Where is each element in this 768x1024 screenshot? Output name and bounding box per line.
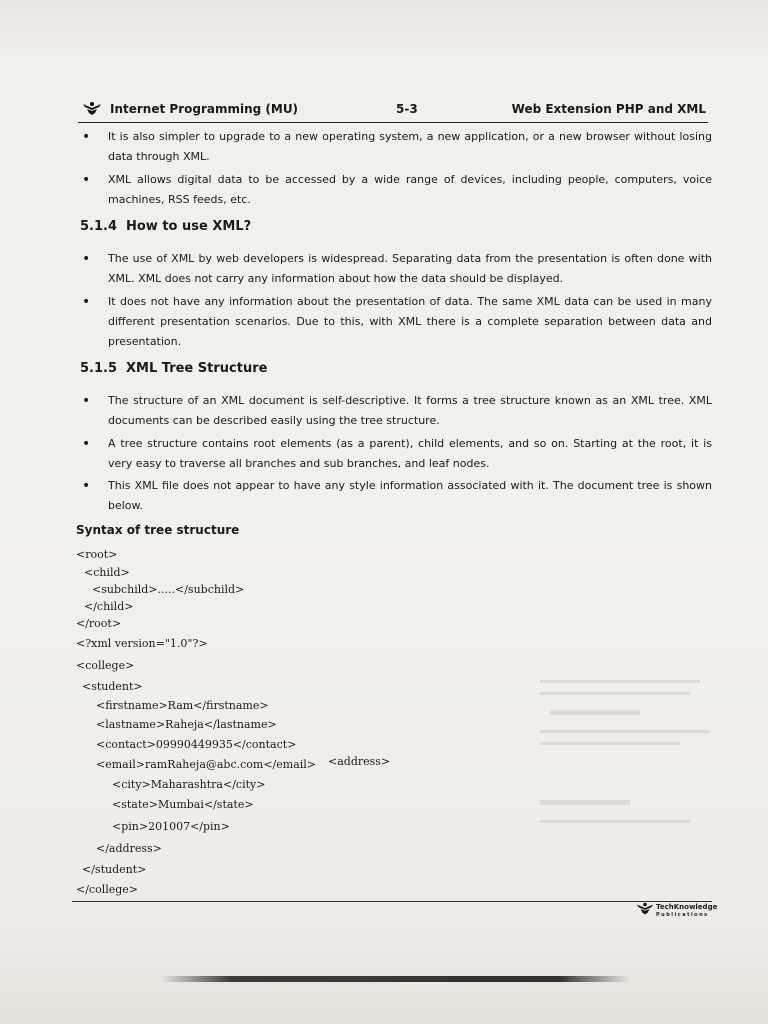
code-line: <firstname>Ram</firstname> — [96, 699, 269, 712]
footer-rule — [72, 901, 712, 902]
code-line: </student> — [82, 863, 147, 876]
bullet-dot-icon: • — [82, 393, 91, 409]
code-line: <child> — [84, 566, 130, 579]
code-line: <subchild>.....</subchild> — [92, 583, 245, 596]
running-header — [78, 100, 708, 123]
bullet-dot-icon: • — [82, 478, 91, 494]
publisher-logo-icon — [82, 101, 102, 117]
page-number: 5-3 — [396, 102, 418, 116]
code-line: <lastname>Raheja</lastname> — [96, 718, 277, 731]
publisher-name: TechKnowledge Publications — [656, 903, 718, 918]
code-line: <student> — [82, 680, 143, 693]
code-line: <contact>09990449935</contact> — [96, 738, 297, 751]
publisher-logo-icon — [636, 901, 654, 917]
bullet-dot-icon: • — [82, 294, 91, 310]
chapter-title: Web Extension PHP and XML — [511, 102, 706, 116]
code-line: <pin>201007</pin> — [112, 820, 230, 833]
document-page: Internet Programming (MU) 5-3 Web Extension PHP and XML • It is also simpler to upgrade to a new operating system, a new application, or a new browser without losing data through XML. • XML allows digital data to be accessed by a wide range of devices, including people, computers, voice machines, RSS feeds, etc. 5.1.4 How to use XML? • The use of XML by web developers is widespread. Separating data from the presentation is often done with XML. XML does not carry any information about how the data should be displayed. • It does not have any information about the presentation of data. The same XML data can be used in many different presentation scenarios. Due to this, with XML there is a complete separation between data and presentation. 5.1.5 XML Tree Structure • The structure of an XML document is self-descriptive. It forms a tree structure known as an XML tree. XML documents can be described easily using the tree structure. • A tree structure contains root elements (as a parent), child elements, and so on. Starting at the root, it is very easy to traverse all branches and sub branches, and leaf nodes. • This XML file does not appear to have any style information associated with it. The document tree is shown below. Syntax of tree structure <root> <child> <subchild>.....</subchild> </child> </root> <?xml version="1.0"?> <college> <student> <firstname>Ram</firstname> <lastname>Raheja</lastname> <contact>09990449935</contact> <email>ramRaheja@abc.com</email> <address> <city>Maharashtra</city> <state>Mumbai</state> <pin>201007</pin> </address> </student> </college> TechKnowledge Publications — [0, 0, 768, 1024]
code-line: <state>Mumbai</state> — [112, 798, 254, 811]
code-line: <email>ramRaheja@abc.com</email> — [96, 758, 317, 771]
bullet-dot-icon: • — [82, 251, 91, 267]
code-line: <city>Maharashtra</city> — [112, 778, 266, 791]
code-line: <college> — [76, 659, 135, 672]
bullet-dot-icon: • — [82, 172, 91, 188]
code-line: </child> — [84, 600, 134, 613]
syntax-heading: Syntax of tree structure — [76, 523, 240, 537]
scan-edge-shadow — [160, 976, 630, 982]
section-heading: 5.1.4 How to use XML? — [80, 219, 252, 234]
bullet-dot-icon: • — [82, 129, 91, 145]
code-line: </root> — [76, 617, 122, 630]
code-line: <address> — [328, 755, 391, 768]
section-heading: 5.1.5 XML Tree Structure — [80, 361, 268, 376]
code-line: </address> — [96, 842, 162, 855]
code-line: <?xml version="1.0"?> — [76, 637, 208, 650]
bleed-through-texture — [540, 680, 720, 840]
code-line: </college> — [76, 883, 139, 896]
code-line: <root> — [76, 548, 118, 561]
book-title: Internet Programming (MU) — [110, 102, 299, 116]
bullet-dot-icon: • — [82, 436, 91, 452]
